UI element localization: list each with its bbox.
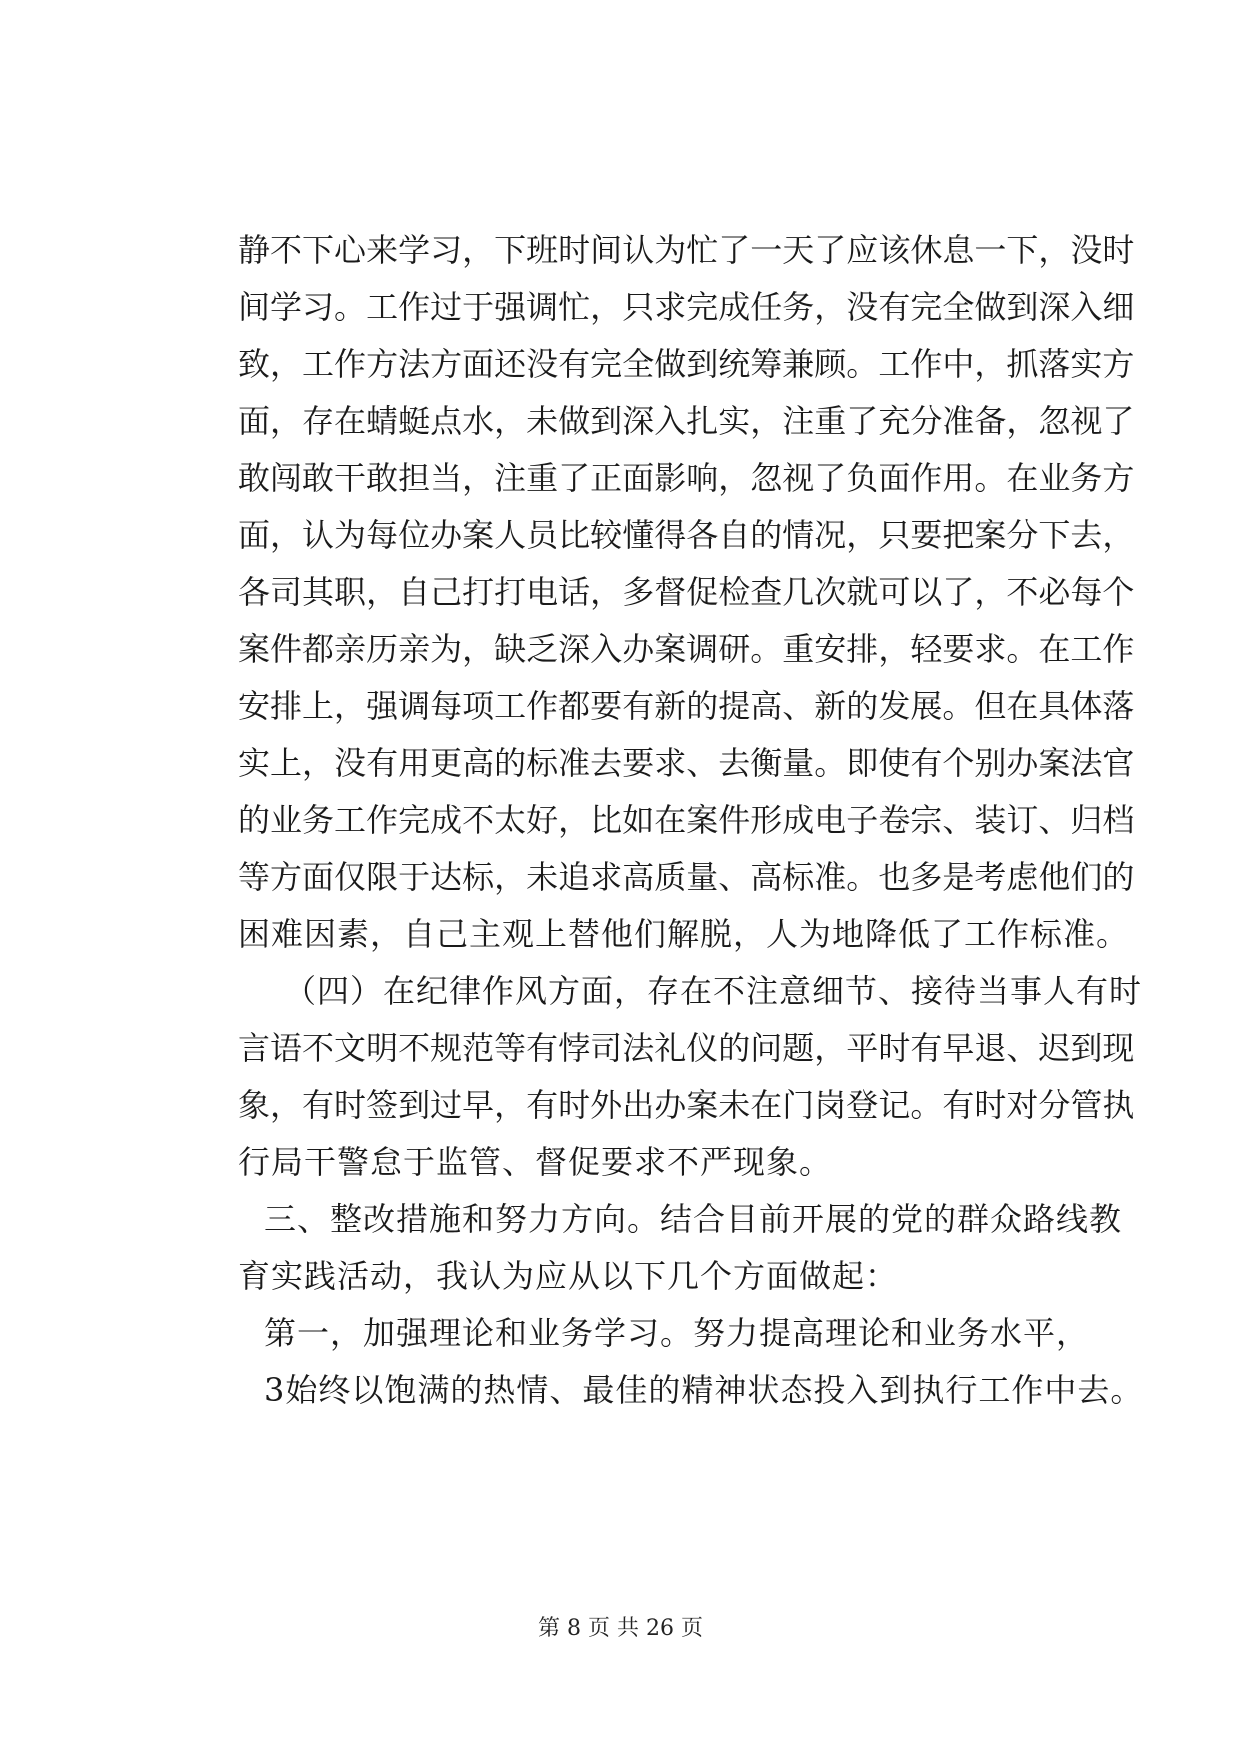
body-line: 各 司 其 职 ， 自 己 打 打 电 话 ， 多 督 促 检 查 几 次 就 可 以 了 ， 不 必 每 个	[238, 573, 1135, 611]
body-line: 安 排 上 ， 强 调 每 项 工 作 都 要 有 新 的 提 高 、 新 的 发 展 。 但 在 具 体 落	[238, 687, 1135, 725]
page-footer	[0, 1614, 1241, 1644]
body-line: 3始终以饱满的热情、最佳的精神状态投入到执行工作中去。	[264, 1371, 1144, 1409]
body-line: 面 ， 存 在 蜻 蜓 点 水 ， 未 做 到 深 入 扎 实 ， 注 重 了 充 分 准 备 ， 忽 视 了	[238, 402, 1135, 440]
body-line: 敢 闯 敢 干 敢 担 当 ， 注 重 了 正 面 影 响 ， 忽 视 了 负 面 作 用 。 在 业 务 方	[238, 459, 1135, 497]
paragraph-heading-line: （四）在纪律作风方面，存在不注意细节、接待当事人有时	[284, 972, 1143, 1010]
body-line: 困难因素，自己主观上替他们解脱，人为地降低了工作标准。	[238, 915, 1130, 953]
body-line: 实 上 ， 没 有 用 更 高 的 标 准 去 要 求 、 去 衡 量 。 即 使 有 个 别 办 案 法 官	[238, 744, 1135, 782]
body-line: 言 语 不 文 明 不 规 范 等 有 悖 司 法 礼 仪 的 问 题 ， 平 时 有 早 退 、 迟 到 现	[238, 1029, 1135, 1067]
body-line: 象 ， 有 时 签 到 过 早 ， 有 时 外 出 办 案 未 在 门 岗 登 记 。 有 时 对 分 管 执	[238, 1086, 1135, 1124]
section-heading-line: 三、整改措施和努力方向。结合目前开展的党的群众路线教	[264, 1200, 1123, 1238]
body-line: 育实践活动，我认为应从以下几个方面做起：	[238, 1257, 899, 1295]
body-line: 等 方 面 仅 限 于 达 标 ， 未 追 求 高 质 量 、 高 标 准 。 也 多 是 考 虑 他 们 的	[238, 858, 1135, 896]
body-line: 案 件 都 亲 历 亲 为 ， 缺 乏 深 入 办 案 调 研 。 重 安 排 ， 轻 要 求 。 在 工 作	[238, 630, 1135, 668]
page-number: 第 8 页 共 26 页	[538, 1616, 703, 1641]
body-line: 静 不 下 心 来 学 习 ， 下 班 时 间 认 为 忙 了 一 天 了 应 该 休 息 一 下 ， 没 时	[238, 231, 1135, 269]
body-line: 间 学 习 。 工 作 过 于 强 调 忙 ， 只 求 完 成 任 务 ， 没 有 完 全 做 到 深 入 细	[238, 288, 1135, 326]
body-line: 面 ， 认 为 每 位 办 案 人 员 比 较 懂 得 各 自 的 情 况 ， 只 要 把 案 分 下 去 ，	[238, 516, 1135, 554]
body-line: 致 ， 工 作 方 法 方 面 还 没 有 完 全 做 到 统 筹 兼 顾 。 工 作 中 ， 抓 落 实 方	[238, 345, 1135, 383]
body-line: 的 业 务 工 作 完 成 不 太 好 ， 比 如 在 案 件 形 成 电 子 卷 宗 、 装 订 、 归 档	[238, 801, 1135, 839]
body-line: 行局干警怠于监管、督促要求不严现象。	[238, 1143, 833, 1181]
body-line: 第一，加强理论和业务学习。努力提高理论和业务水平，	[264, 1314, 1090, 1352]
